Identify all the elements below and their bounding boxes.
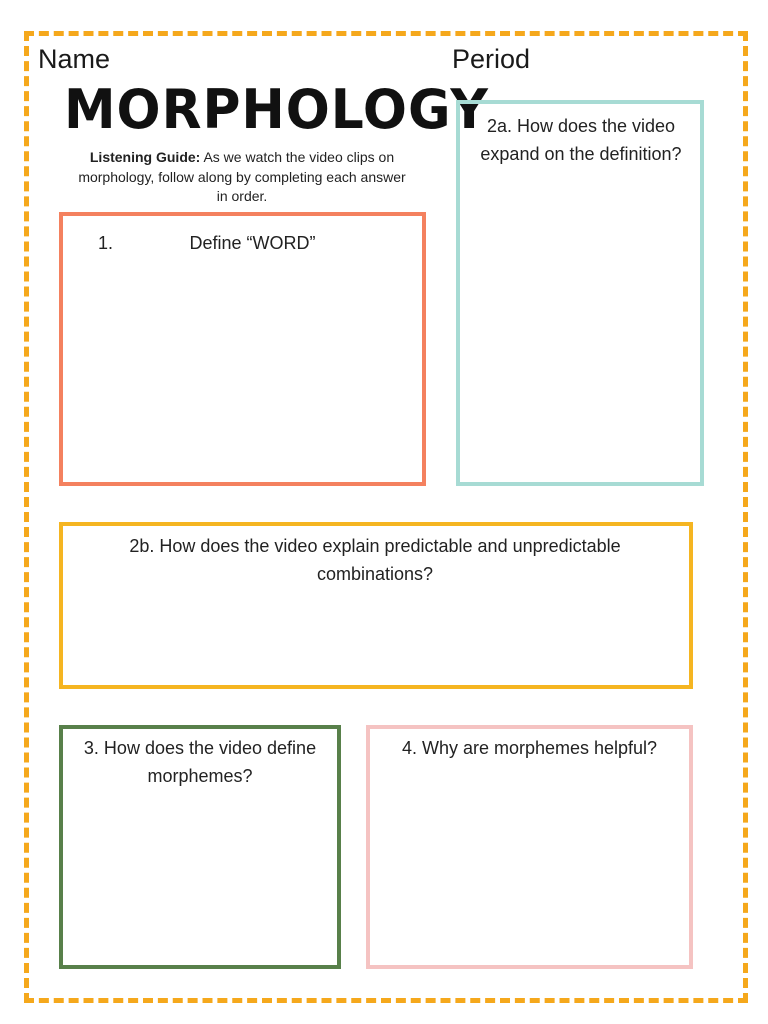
question-1-text: Define “WORD” <box>189 233 316 253</box>
guide-text: As we watch the video clips on morphology, follow along by completing each answer in order. <box>78 149 406 204</box>
question-1-number: 1. <box>98 233 114 253</box>
question-3-text: 3. How does the video define morphemes? <box>83 738 317 786</box>
question-4-text: 4. Why are morphemes helpful? <box>401 738 658 758</box>
listening-guide <box>74 148 410 207</box>
question-2b-text: 2b. How does the video explain predictable and unpredictable combinations? <box>129 536 621 584</box>
period-label: Period <box>452 44 531 74</box>
page-title: MORPHOLOGY <box>64 78 489 141</box>
name-label: Name <box>38 44 111 74</box>
guide-label: Listening Guide: <box>89 149 201 165</box>
question-2a-text: 2a. How does the video expand on the definition? <box>480 116 682 164</box>
